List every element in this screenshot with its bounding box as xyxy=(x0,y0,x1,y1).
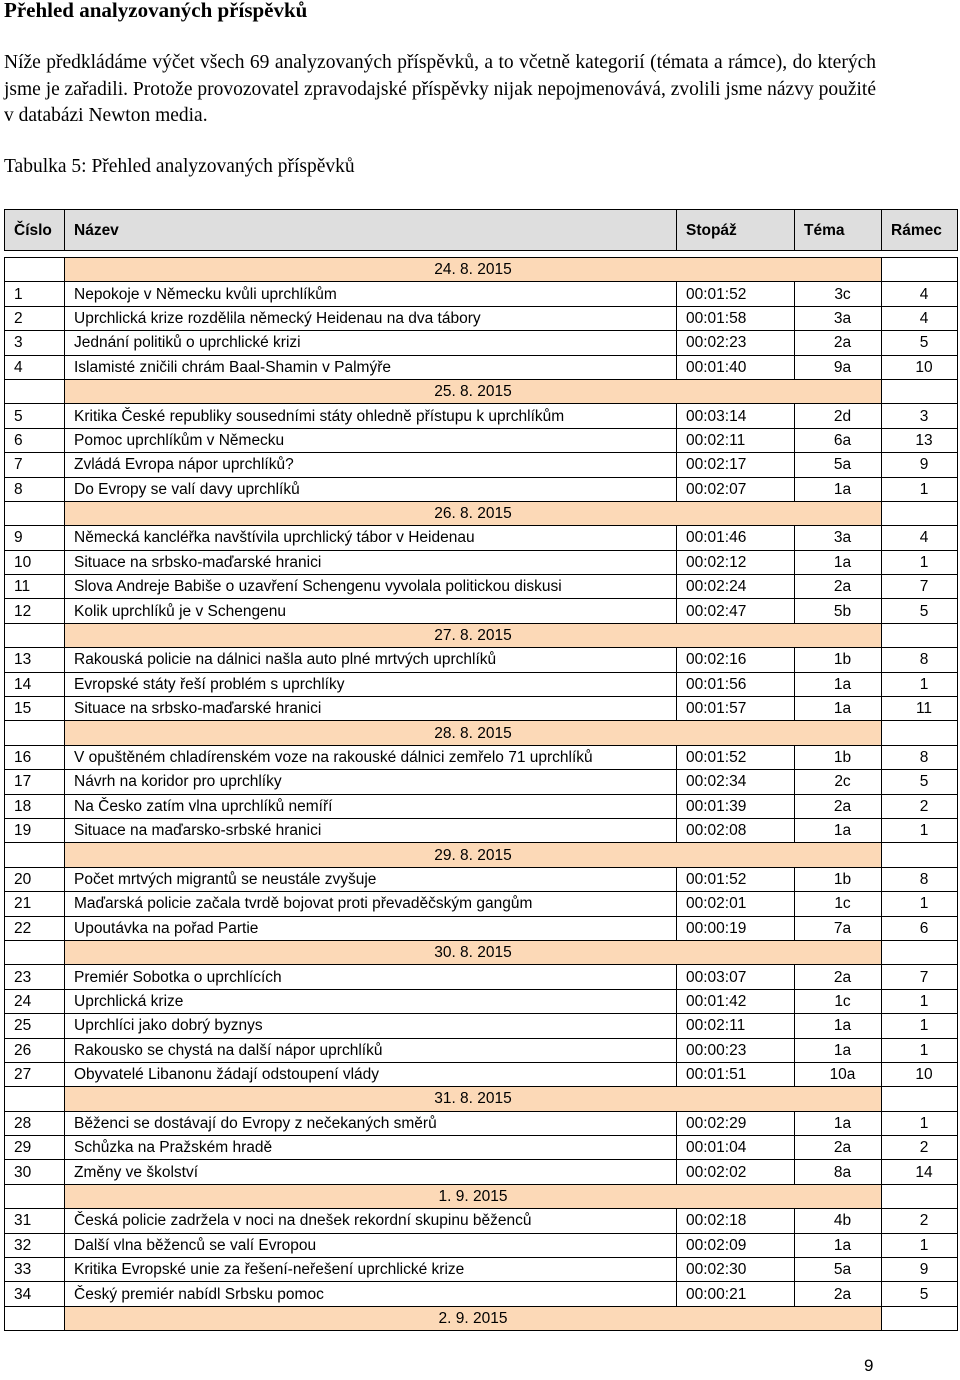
date-row xyxy=(5,1184,958,1208)
cell-ramec: 1 xyxy=(882,550,958,574)
cell-tema: 1b xyxy=(795,745,882,769)
cell-tema: 1a xyxy=(795,672,882,696)
cell-nazev: Další vlna běženců se valí Evropou xyxy=(65,1233,677,1257)
date-row xyxy=(5,721,958,745)
cell-tema: 5a xyxy=(795,453,882,477)
date-cell: 27. 8. 2015 xyxy=(65,623,882,647)
table-row xyxy=(5,355,958,379)
cell-tema: 7a xyxy=(795,916,882,940)
cell-tema: 2a xyxy=(795,331,882,355)
cell-stopaz: 00:00:19 xyxy=(677,916,795,940)
cell-ramec: 7 xyxy=(882,575,958,599)
date-row-blank xyxy=(882,1087,958,1111)
cell-cislo: 11 xyxy=(5,575,65,599)
cell-cislo: 14 xyxy=(5,672,65,696)
date-row-blank xyxy=(5,843,65,867)
cell-ramec: 1 xyxy=(882,1111,958,1135)
cell-nazev: Česká policie zadržela v noci na dnešek rekordní skupinu běženců xyxy=(65,1209,677,1233)
table-row xyxy=(5,867,958,891)
cell-tema: 2a xyxy=(795,575,882,599)
cell-tema: 5a xyxy=(795,1258,882,1282)
spacer-row xyxy=(5,251,958,258)
cell-nazev: Evropské státy řeší problém s uprchlíky xyxy=(65,672,677,696)
cell-tema: 1a xyxy=(795,1038,882,1062)
intro-paragraph: Níže předkládáme výčet všech 69 analyzovaných příspěvků, a to včetně kategorií (témata a rámce), do kterých jsme je zařadili. Protože provozovatel zpravodajské příspěvky nijak nepojmenovává, zvolili jsme názvy použité v databázi Newton media. xyxy=(4,52,876,126)
cell-cislo: 19 xyxy=(5,818,65,842)
date-cell: 28. 8. 2015 xyxy=(65,721,882,745)
date-row-blank xyxy=(5,940,65,964)
cell-nazev: Běženci se dostávají do Evropy z nečekaných směrů xyxy=(65,1111,677,1135)
table-row xyxy=(5,794,958,818)
cell-stopaz: 00:02:09 xyxy=(677,1233,795,1257)
cell-ramec: 14 xyxy=(882,1160,958,1184)
cell-nazev: Slova Andreje Babiše o uzavření Schengenu vyvolala politickou diskusi xyxy=(65,575,677,599)
table-row xyxy=(5,648,958,672)
cell-stopaz: 00:02:01 xyxy=(677,892,795,916)
cell-tema: 2a xyxy=(795,1282,882,1306)
cell-tema: 1b xyxy=(795,648,882,672)
cell-tema: 1a xyxy=(795,1233,882,1257)
table-caption: Tabulka 5: Přehled analyzovaných příspěvků xyxy=(4,156,355,177)
cell-ramec: 5 xyxy=(882,599,958,623)
page-number: 9 xyxy=(864,1356,874,1375)
cell-ramec: 5 xyxy=(882,331,958,355)
table-row xyxy=(5,453,958,477)
table-row xyxy=(5,965,958,989)
table-row xyxy=(5,818,958,842)
cell-stopaz: 00:01:52 xyxy=(677,867,795,891)
cell-tema: 2a xyxy=(795,794,882,818)
date-row-blank xyxy=(5,1184,65,1208)
table-row xyxy=(5,282,958,306)
cell-ramec: 2 xyxy=(882,1209,958,1233)
cell-nazev: Kolik uprchlíků je v Schengenu xyxy=(65,599,677,623)
cell-nazev: Kritika Evropské unie za řešení-neřešení uprchlické krize xyxy=(65,1258,677,1282)
cell-cislo: 2 xyxy=(5,306,65,330)
cell-tema: 3a xyxy=(795,306,882,330)
cell-cislo: 23 xyxy=(5,965,65,989)
table-row xyxy=(5,892,958,916)
cell-tema: 3c xyxy=(795,282,882,306)
cell-cislo: 20 xyxy=(5,867,65,891)
cell-nazev: Obyvatelé Libanonu žádají odstoupení vlády xyxy=(65,1062,677,1086)
cell-tema: 1a xyxy=(795,1111,882,1135)
cell-tema: 1c xyxy=(795,892,882,916)
cell-ramec: 9 xyxy=(882,453,958,477)
cell-tema: 6a xyxy=(795,428,882,452)
cell-nazev: Rakouská policie na dálnici našla auto plné mrtvých uprchlíků xyxy=(65,648,677,672)
cell-nazev: Návrh na koridor pro uprchlíky xyxy=(65,770,677,794)
cell-cislo: 32 xyxy=(5,1233,65,1257)
date-row xyxy=(5,623,958,647)
cell-stopaz: 00:01:40 xyxy=(677,355,795,379)
cell-stopaz: 00:03:14 xyxy=(677,404,795,428)
cell-cislo: 1 xyxy=(5,282,65,306)
cell-ramec: 8 xyxy=(882,867,958,891)
cell-cislo: 3 xyxy=(5,331,65,355)
table-row xyxy=(5,989,958,1013)
cell-cislo: 4 xyxy=(5,355,65,379)
date-row-blank xyxy=(882,843,958,867)
date-row-blank xyxy=(5,623,65,647)
cell-stopaz: 00:02:47 xyxy=(677,599,795,623)
cell-tema: 1a xyxy=(795,550,882,574)
cell-ramec: 8 xyxy=(882,648,958,672)
cell-nazev: Premiér Sobotka o uprchlících xyxy=(65,965,677,989)
table-row xyxy=(5,1014,958,1038)
cell-nazev: Změny ve školství xyxy=(65,1160,677,1184)
cell-stopaz: 00:01:57 xyxy=(677,697,795,721)
cell-cislo: 25 xyxy=(5,1014,65,1038)
header-cislo: Číslo xyxy=(5,210,65,251)
cell-cislo: 8 xyxy=(5,477,65,501)
cell-stopaz: 00:02:17 xyxy=(677,453,795,477)
cell-ramec: 3 xyxy=(882,404,958,428)
cell-nazev: Situace na srbsko-maďarské hranici xyxy=(65,550,677,574)
cell-ramec: 9 xyxy=(882,1258,958,1282)
cell-stopaz: 00:02:23 xyxy=(677,331,795,355)
cell-ramec: 4 xyxy=(882,526,958,550)
cell-tema: 8a xyxy=(795,1160,882,1184)
table-row xyxy=(5,1209,958,1233)
date-row-blank xyxy=(5,1306,65,1330)
table-row xyxy=(5,428,958,452)
date-row-blank xyxy=(882,1184,958,1208)
cell-ramec: 4 xyxy=(882,306,958,330)
cell-stopaz: 00:02:16 xyxy=(677,648,795,672)
cell-tema: 1a xyxy=(795,818,882,842)
cell-nazev: Uprchlíci jako dobrý byznys xyxy=(65,1014,677,1038)
cell-nazev: Do Evropy se valí davy uprchlíků xyxy=(65,477,677,501)
cell-nazev: Na Česko zatím vlna uprchlíků nemíří xyxy=(65,794,677,818)
cell-stopaz: 00:01:42 xyxy=(677,989,795,1013)
cell-ramec: 6 xyxy=(882,916,958,940)
table-row xyxy=(5,1233,958,1257)
table-row xyxy=(5,1282,958,1306)
table-row xyxy=(5,477,958,501)
cell-tema: 2a xyxy=(795,965,882,989)
cell-ramec: 1 xyxy=(882,1233,958,1257)
cell-tema: 5b xyxy=(795,599,882,623)
date-row xyxy=(5,1306,958,1330)
cell-tema: 3a xyxy=(795,526,882,550)
table-row xyxy=(5,1111,958,1135)
cell-stopaz: 00:01:46 xyxy=(677,526,795,550)
cell-stopaz: 00:01:39 xyxy=(677,794,795,818)
date-row-blank xyxy=(882,940,958,964)
cell-nazev: Počet mrtvých migrantů se neustále zvyšuje xyxy=(65,867,677,891)
cell-stopaz: 00:02:29 xyxy=(677,1111,795,1135)
cell-cislo: 24 xyxy=(5,989,65,1013)
cell-stopaz: 00:03:07 xyxy=(677,965,795,989)
cell-stopaz: 00:02:30 xyxy=(677,1258,795,1282)
overview-table xyxy=(4,209,958,1331)
table-row xyxy=(5,404,958,428)
cell-ramec: 10 xyxy=(882,1062,958,1086)
cell-stopaz: 00:01:51 xyxy=(677,1062,795,1086)
cell-cislo: 17 xyxy=(5,770,65,794)
cell-cislo: 30 xyxy=(5,1160,65,1184)
cell-nazev: V opuštěném chladírenském voze na rakouské dálnici zemřelo 71 uprchlíků xyxy=(65,745,677,769)
cell-stopaz: 00:02:11 xyxy=(677,1014,795,1038)
cell-stopaz: 00:00:23 xyxy=(677,1038,795,1062)
cell-nazev: Nepokoje v Německu kvůli uprchlíkům xyxy=(65,282,677,306)
date-row-blank xyxy=(5,501,65,525)
cell-stopaz: 00:02:11 xyxy=(677,428,795,452)
cell-cislo: 33 xyxy=(5,1258,65,1282)
table-row xyxy=(5,331,958,355)
date-cell: 24. 8. 2015 xyxy=(65,258,882,282)
cell-nazev: Uprchlická krize rozdělila německý Heidenau na dva tábory xyxy=(65,306,677,330)
cell-stopaz: 00:02:08 xyxy=(677,818,795,842)
table-row xyxy=(5,1038,958,1062)
cell-cislo: 9 xyxy=(5,526,65,550)
cell-ramec: 10 xyxy=(882,355,958,379)
date-row-blank xyxy=(5,258,65,282)
cell-stopaz: 00:02:24 xyxy=(677,575,795,599)
cell-stopaz: 00:02:07 xyxy=(677,477,795,501)
cell-ramec: 13 xyxy=(882,428,958,452)
table-row xyxy=(5,526,958,550)
table-row xyxy=(5,1160,958,1184)
cell-stopaz: 00:02:02 xyxy=(677,1160,795,1184)
cell-stopaz: 00:00:21 xyxy=(677,1282,795,1306)
cell-nazev: Uprchlická krize xyxy=(65,989,677,1013)
cell-cislo: 7 xyxy=(5,453,65,477)
date-cell: 25. 8. 2015 xyxy=(65,379,882,403)
cell-stopaz: 00:01:52 xyxy=(677,282,795,306)
cell-ramec: 2 xyxy=(882,794,958,818)
date-row xyxy=(5,379,958,403)
header-ramec: Rámec xyxy=(882,210,958,251)
cell-nazev: Rakousko se chystá na další nápor uprchlíků xyxy=(65,1038,677,1062)
date-row xyxy=(5,940,958,964)
cell-ramec: 7 xyxy=(882,965,958,989)
cell-tema: 9a xyxy=(795,355,882,379)
date-cell: 2. 9. 2015 xyxy=(65,1306,882,1330)
cell-cislo: 5 xyxy=(5,404,65,428)
cell-nazev: Český premiér nabídl Srbsku pomoc xyxy=(65,1282,677,1306)
cell-tema: 2c xyxy=(795,770,882,794)
cell-nazev: Upoutávka na pořad Partie xyxy=(65,916,677,940)
cell-cislo: 21 xyxy=(5,892,65,916)
cell-ramec: 1 xyxy=(882,989,958,1013)
cell-tema: 1c xyxy=(795,989,882,1013)
section-heading: Přehled analyzovaných příspěvků xyxy=(4,0,308,22)
cell-nazev: Schůzka na Pražském hradě xyxy=(65,1136,677,1160)
cell-nazev: Jednání politiků o uprchlické krizi xyxy=(65,331,677,355)
date-cell: 26. 8. 2015 xyxy=(65,501,882,525)
date-row-blank xyxy=(5,1087,65,1111)
cell-nazev: Maďarská policie začala tvrdě bojovat proti převaděčským gangům xyxy=(65,892,677,916)
cell-cislo: 15 xyxy=(5,697,65,721)
cell-cislo: 13 xyxy=(5,648,65,672)
cell-cislo: 16 xyxy=(5,745,65,769)
cell-stopaz: 00:02:18 xyxy=(677,1209,795,1233)
table-row xyxy=(5,1136,958,1160)
date-cell: 30. 8. 2015 xyxy=(65,940,882,964)
table-row xyxy=(5,306,958,330)
cell-cislo: 6 xyxy=(5,428,65,452)
cell-tema: 2a xyxy=(795,1136,882,1160)
cell-cislo: 10 xyxy=(5,550,65,574)
cell-ramec: 8 xyxy=(882,745,958,769)
header-nazev: Název xyxy=(65,210,677,251)
cell-ramec: 1 xyxy=(882,892,958,916)
date-row-blank xyxy=(882,379,958,403)
table-row xyxy=(5,550,958,574)
cell-cislo: 26 xyxy=(5,1038,65,1062)
cell-tema: 10a xyxy=(795,1062,882,1086)
cell-ramec: 5 xyxy=(882,770,958,794)
cell-stopaz: 00:02:34 xyxy=(677,770,795,794)
cell-stopaz: 00:01:04 xyxy=(677,1136,795,1160)
cell-ramec: 1 xyxy=(882,1038,958,1062)
header-tema: Téma xyxy=(795,210,882,251)
cell-ramec: 1 xyxy=(882,672,958,696)
cell-cislo: 22 xyxy=(5,916,65,940)
cell-cislo: 28 xyxy=(5,1111,65,1135)
date-cell: 31. 8. 2015 xyxy=(65,1087,882,1111)
cell-stopaz: 00:01:56 xyxy=(677,672,795,696)
date-row xyxy=(5,501,958,525)
cell-cislo: 12 xyxy=(5,599,65,623)
cell-cislo: 31 xyxy=(5,1209,65,1233)
date-cell: 29. 8. 2015 xyxy=(65,843,882,867)
cell-ramec: 11 xyxy=(882,697,958,721)
cell-ramec: 5 xyxy=(882,1282,958,1306)
table-row xyxy=(5,575,958,599)
date-row xyxy=(5,843,958,867)
date-cell: 1. 9. 2015 xyxy=(65,1184,882,1208)
cell-ramec: 1 xyxy=(882,1014,958,1038)
cell-ramec: 4 xyxy=(882,282,958,306)
cell-nazev: Pomoc uprchlíkům v Německu xyxy=(65,428,677,452)
cell-tema: 1b xyxy=(795,867,882,891)
cell-tema: 1a xyxy=(795,1014,882,1038)
cell-cislo: 18 xyxy=(5,794,65,818)
cell-nazev: Zvládá Evropa nápor uprchlíků? xyxy=(65,453,677,477)
cell-tema: 1a xyxy=(795,697,882,721)
table-row xyxy=(5,697,958,721)
table-row xyxy=(5,770,958,794)
cell-ramec: 1 xyxy=(882,477,958,501)
cell-stopaz: 00:01:58 xyxy=(677,306,795,330)
date-row-blank xyxy=(882,258,958,282)
cell-cislo: 29 xyxy=(5,1136,65,1160)
date-row-blank xyxy=(882,1306,958,1330)
date-row xyxy=(5,258,958,282)
date-row-blank xyxy=(5,379,65,403)
cell-ramec: 2 xyxy=(882,1136,958,1160)
cell-tema: 1a xyxy=(795,477,882,501)
date-row-blank xyxy=(882,623,958,647)
table-row xyxy=(5,672,958,696)
date-row-blank xyxy=(5,721,65,745)
table-row xyxy=(5,1258,958,1282)
table-row xyxy=(5,599,958,623)
cell-cislo: 27 xyxy=(5,1062,65,1086)
cell-nazev: Situace na srbsko-maďarské hranici xyxy=(65,697,677,721)
cell-tema: 4b xyxy=(795,1209,882,1233)
cell-nazev: Islamisté zničili chrám Baal-Shamin v Palmýře xyxy=(65,355,677,379)
table-body xyxy=(5,251,958,1331)
cell-ramec: 1 xyxy=(882,818,958,842)
cell-nazev: Německá kancléřka navštívila uprchlický tábor v Heidenau xyxy=(65,526,677,550)
header-stopaz: Stopáž xyxy=(677,210,795,251)
date-row-blank xyxy=(882,501,958,525)
date-row-blank xyxy=(882,721,958,745)
cell-nazev: Kritika České republiky sousedními státy ohledně přístupu k uprchlíkům xyxy=(65,404,677,428)
table-row xyxy=(5,916,958,940)
header-row xyxy=(5,210,958,251)
table-row xyxy=(5,1062,958,1086)
date-row xyxy=(5,1087,958,1111)
cell-cislo: 34 xyxy=(5,1282,65,1306)
cell-nazev: Situace na maďarsko-srbské hranici xyxy=(65,818,677,842)
cell-stopaz: 00:02:12 xyxy=(677,550,795,574)
cell-stopaz: 00:01:52 xyxy=(677,745,795,769)
table-row xyxy=(5,745,958,769)
cell-tema: 2d xyxy=(795,404,882,428)
